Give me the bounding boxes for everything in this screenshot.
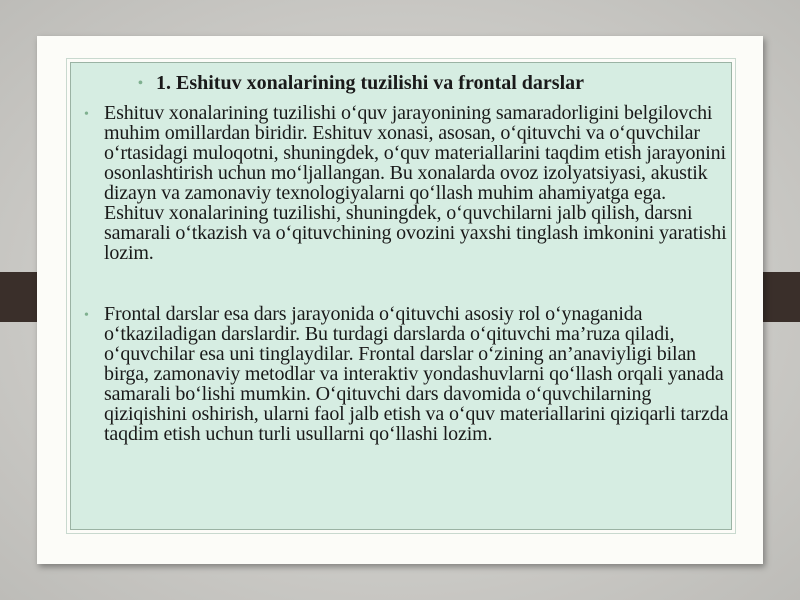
paragraph-text: Eshituv xonalarining tuzilishi o‘quv jarayonining samaradorligini belgilovchi muhim omillardan biridir. Eshituv xonasi, asosan, o‘qituvchi va o‘quvchilar o‘rtasidagi muloqotni, shuningdek, o‘quv materiallarini taqdim etish jarayonini osonlashtirish uchun mo‘ljallangan. Bu xonalarda ovoz izolyatsiyasi, akustik dizayn va zamonaviy texnologiyalarni qo‘llash muhim ahamiyatga ega. Eshituv xonalarining tuzilishi, shuningdek, o‘quvchilarni jalb qilish, darsni samarali o‘tkazish va o‘qituvchining ovozini yaxshi tinglash imkonini yaratishi lozim. xyxy=(104,102,727,264)
bullet-icon: • xyxy=(84,107,89,122)
bullet-icon: • xyxy=(84,308,89,323)
slide-heading xyxy=(138,72,698,95)
paragraph-text: Frontal darslar esa dars jarayonida o‘qituvchi asosiy rol o‘ynaganida o‘tkaziladigan darslardir. Bu turdagi darslarda o‘qituvchi ma’ruza qiladi, o‘quvchilar esa uni tinglaydilar. Frontal darslar o‘zining an’anaviyligi bilan birga, zamonaviy metodlar va interaktiv yondashuvlarni qo‘llash orqali yanada samarali bo‘lishi mumkin. O‘qituvchi dars davomida o‘quvchilarning qiziqishini oshirish, ularni faol jalb etish va o‘quv materiallarini qiziqarli tarzda taqdim etish uchun turli usullarni qo‘llashi lozim. xyxy=(104,303,729,445)
heading-bullet-icon: • xyxy=(138,76,143,91)
bullet-paragraph-2 xyxy=(84,304,730,444)
slide-heading-text: 1. Eshituv xonalarining tuzilishi va frontal darslar xyxy=(156,72,585,94)
bullet-paragraph-1 xyxy=(84,103,730,263)
